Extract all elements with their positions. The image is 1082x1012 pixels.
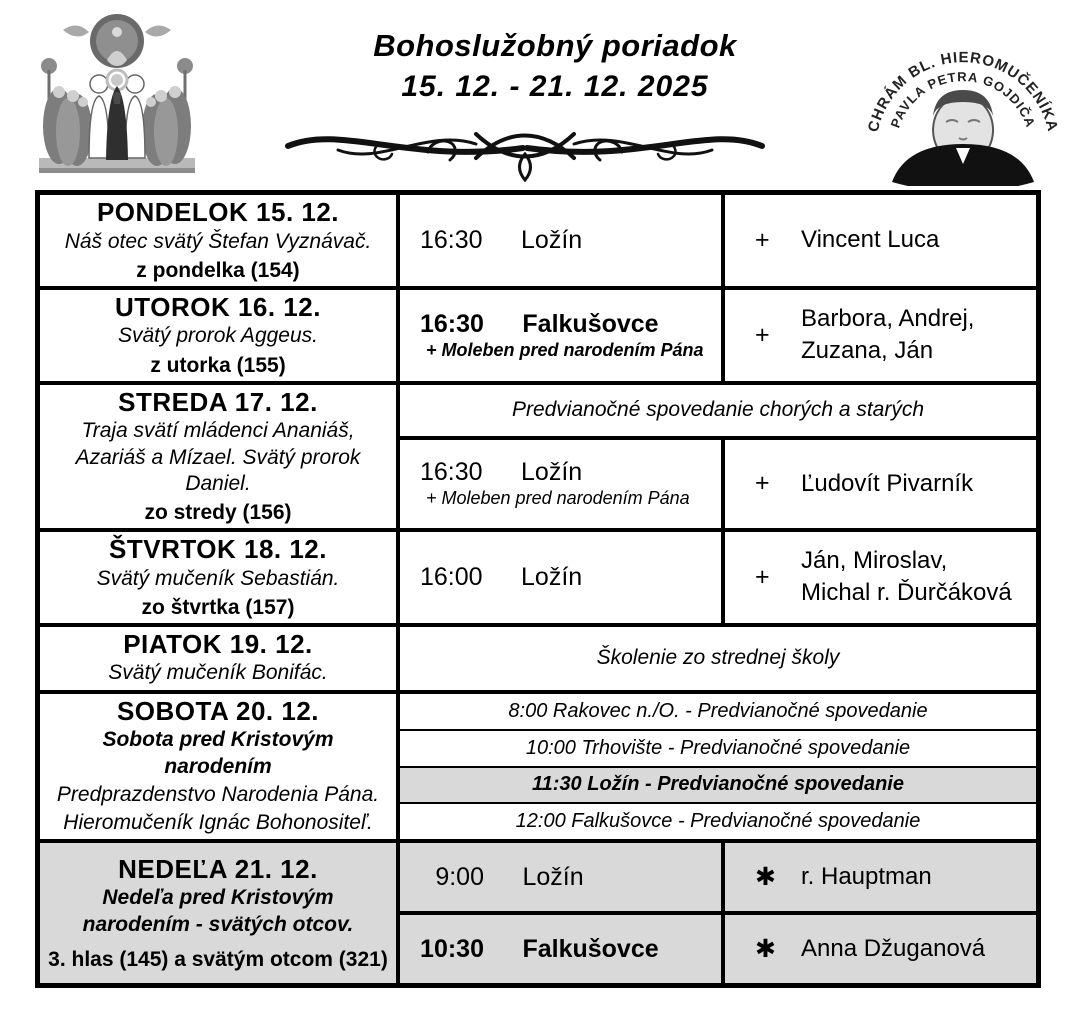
confession-entry: 10:00 Trhovište - Predvianočné spovedanie [400, 731, 1036, 768]
rubric-text: z pondelka (154) [136, 258, 300, 282]
page-title: Bohoslužobný poriadok [373, 28, 737, 63]
day-title: SOBOTA 20. 12. [116, 695, 320, 726]
flourish-divider-icon [280, 114, 770, 182]
table-row-friday [40, 627, 1036, 694]
feast-bold-text: Sobota pred Kristovým narodením [102, 728, 334, 778]
day-cell-friday [40, 627, 400, 690]
logo-arc-bottom-text: PAVLA PETRA GOJDIČA [887, 69, 1039, 130]
confession-entry: 12:00 Falkušovce - Predvianočné spovedanie [515, 810, 921, 833]
intention-cell-tuesday [725, 290, 1036, 381]
ascension-icon-image [33, 8, 201, 180]
date-range: 15. 12. - 21. 12. 2025 [401, 70, 709, 103]
confession-banner: Predvianočné spovedanie chorých a starých [400, 385, 1036, 440]
service-place: Ložín [522, 862, 584, 891]
table-row-wednesday [40, 385, 1036, 532]
service-time: 16:30 [420, 458, 483, 487]
day-title: UTOROK 16. 12. [115, 291, 321, 322]
service-cell-tuesday [400, 290, 725, 381]
day-cell-wednesday [40, 385, 400, 528]
wednesday-service-row [400, 440, 1036, 528]
service-time: 16:30 [420, 225, 483, 254]
church-logo [858, 0, 1068, 186]
header-title-block [250, 28, 860, 104]
service-place: Ložín [521, 225, 583, 254]
day-title: ŠTVRTOK 18. 12. [109, 534, 327, 565]
saturday-confession-list [400, 694, 1036, 840]
table-row-thursday [40, 532, 1036, 627]
sunday-service-row [400, 843, 1036, 915]
service-time: 10:30 [420, 934, 484, 963]
sunday-service-row [400, 915, 1036, 983]
intention-cell-monday [725, 195, 1036, 286]
table-row-tuesday [40, 290, 1036, 385]
time-place [420, 458, 721, 487]
feast-text: Predprazdenstvo Narodenia Pána. [56, 782, 380, 806]
intention-name: Barbora, Andrej, Zuzana, Ján [801, 304, 975, 365]
service-cell-monday [400, 195, 725, 286]
intention-name: Ľudovít Pivarník [801, 469, 974, 497]
table-row-saturday [40, 694, 1036, 844]
day-title: STREDA 17. 12. [118, 386, 318, 417]
confession-entry: 8:00 Rakovec n./O. - Predvianočné spovedanie [400, 694, 1036, 731]
intention-name: Anna Džuganová [801, 935, 986, 963]
day-cell-monday [40, 195, 400, 286]
day-cell-tuesday [40, 290, 400, 381]
service-place: Falkušovce [522, 934, 659, 963]
rubric-text: zo štvrtka (157) [141, 595, 295, 619]
intention-symbol: + [755, 320, 770, 349]
service-time: 9:00 [435, 862, 484, 891]
feast-text: Traja svätí mládenci Ananiáš, Azariáš a Mízael. Svätý prorok Daniel. [75, 419, 361, 495]
intention-cell-thursday [725, 532, 1036, 623]
intention-cell-sunday-1 [725, 843, 1036, 911]
day-title: PONDELOK 15. 12. [96, 197, 340, 227]
logo-arc-top-text: CHRÁM BL. HIEROMUČENÍKA [864, 49, 1062, 134]
day-title: PIATOK 19. 12. [123, 628, 313, 659]
intention-name: Vincent Luca [801, 226, 940, 254]
service-time: 16:30 [420, 309, 484, 338]
day-title: NEDEĽA 21. 12. [118, 853, 318, 884]
service-place: Ložín [521, 562, 583, 591]
feast-text: Svätý mučeník Sebastián. [96, 566, 340, 590]
table-row-sunday [40, 843, 1036, 983]
training-banner: Školenie zo strednej školy [596, 646, 840, 670]
intention-symbol: + [755, 225, 770, 254]
rubric-text: z utorka (155) [150, 353, 286, 377]
feast-text: Svätý mučeník Bonifác. [108, 661, 328, 685]
moleben-note: + Moleben pred narodením Pána [426, 488, 690, 509]
moleben-note: + Moleben pred narodením Pána [426, 339, 704, 360]
schedule-table [35, 190, 1041, 988]
feast-text: Svätý prorok Aggeus. [118, 324, 318, 348]
intention-name: r. Hauptman [801, 863, 932, 891]
table-row-monday [40, 195, 1036, 290]
day-cell-saturday [40, 694, 400, 840]
rubric-text: 3. hlas (145) a svätým otcom (321) [48, 947, 388, 971]
time-place [420, 935, 721, 964]
service-cell-thursday [400, 532, 725, 623]
feast-text: Náš otec svätý Štefan Vyznávač. [64, 229, 372, 253]
time-place [420, 310, 721, 339]
service-place: Ložín [521, 458, 583, 487]
feast-bold-text: Nedeľa pred Kristovým narodením - svätých otcov. [82, 886, 354, 936]
service-time: 16:00 [420, 562, 483, 591]
intention-symbol: + [755, 562, 770, 591]
sunday-right-column [400, 843, 1036, 983]
wednesday-right-column [400, 385, 1036, 528]
intention-name: Ján, Miroslav, Michal r. Ďurčáková [801, 547, 1012, 607]
time-place [420, 563, 721, 592]
intention-symbol: + [755, 469, 770, 498]
intention-symbol: ✱ [755, 935, 776, 964]
time-place [420, 226, 721, 255]
feast-text: Hieromučeník Ignác Bohonositeľ. [63, 811, 373, 835]
service-cell-sunday-2 [400, 915, 725, 983]
day-cell-sunday [40, 843, 400, 983]
service-cell-wednesday [400, 440, 725, 528]
service-cell-sunday-1 [400, 843, 725, 911]
service-place: Falkušovce [522, 309, 659, 338]
intention-symbol: ✱ [755, 863, 776, 892]
intention-cell-sunday-2 [725, 915, 1036, 983]
day-cell-thursday [40, 532, 400, 623]
time-place [420, 863, 721, 892]
confession-entry-highlighted: 11:30 Ložín - Predvianočné spovedanie [400, 768, 1036, 805]
rubric-text: zo stredy (156) [144, 501, 292, 525]
intention-cell-wednesday [725, 440, 1036, 528]
